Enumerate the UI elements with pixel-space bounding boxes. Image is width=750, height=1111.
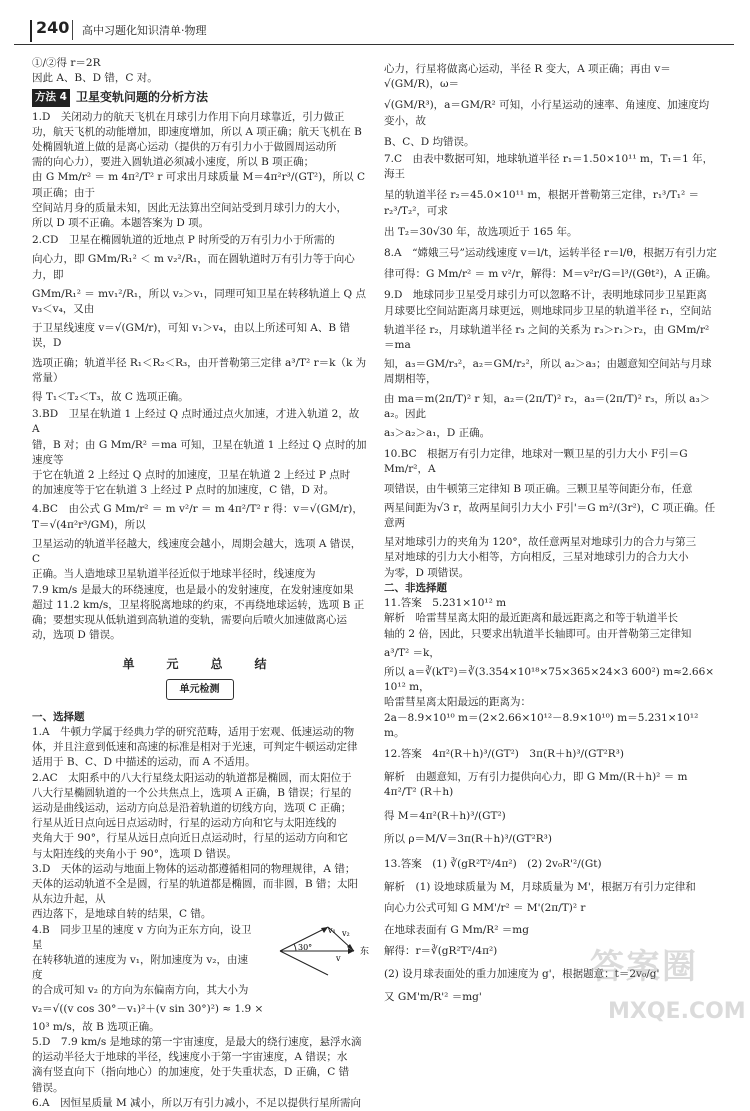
- v2-label: v₂: [342, 928, 350, 938]
- text-line: 1.D 关闭动力的航天飞机在月球引力作用下向月球靠近，引力做正: [32, 110, 345, 123]
- unit-summary-title: 单 元 总 结: [122, 657, 277, 672]
- text-line: 月球要比空间站距离月球更远，则地球同步卫星的轨道半径 r₁，空间站: [384, 304, 712, 317]
- text-line: 律可得：G Mm/r² ＝ m v²/r，解得：M＝v²r/G＝l³/(Gθt²)，A 正确。: [384, 268, 717, 281]
- text-line: 西边落下，是地球自转的结果，C 错。: [32, 908, 212, 921]
- text-line: 10.BC 根据万有引力定律，地球对一颗卫星的引力大小 F引＝G Mm/r²，A: [384, 448, 688, 476]
- text-line: 星的轨道半径 r₂＝45.0×10¹¹ m，根据开普勒第三定律，r₁³/T₁² ＝ r₂³/T₂²，可求: [384, 189, 700, 217]
- right-column: [384, 62, 719, 1005]
- text-line: 天体的运动轨道不全是圆，行星的轨道都是椭圆，而非圆，B 错；太阳从东边升起，从: [32, 877, 359, 906]
- text-line: 解析 哈雷彗星离太阳的最近距离和最远距离之和等于轨道半长: [384, 612, 678, 625]
- text-line: 由 G Mm/r² ＝ m 4π²/T² r 可求出月球质量 M＝4π²r³/(GT²)，所以 C 项正确；由于: [32, 171, 366, 199]
- text-line: 功，航天飞机的动能增加，即速度增加，所以 A 项正确；航天飞机在 B: [32, 125, 362, 138]
- text-line: 为零，D 项错误。: [384, 566, 470, 579]
- answer-c11: [384, 596, 719, 741]
- method-tag: 方法 4: [32, 89, 70, 106]
- text-line: 适用于 B、C、D 中描述的运动，而 A 不适用。: [32, 756, 256, 769]
- text-line: 6.A 因恒星质量 M 减小，所以万有引力减小，不足以提供行星所需向: [32, 1096, 362, 1109]
- text-line: 11.答案 5.231×10¹² m: [384, 597, 507, 610]
- text-line: 所以 D 项不正确。本题答案为 D 项。: [32, 217, 210, 230]
- text-line: 向心力公式可知 G MM'/r² ＝ M'(2π/T)² r: [384, 902, 586, 915]
- text-line: 八大行星椭圆轨道的一个公共焦点上，选项 A 正确，B 错误；行星的: [32, 786, 352, 799]
- answer-c4: [32, 923, 370, 1035]
- text-line: 向心力，即 GMm/R₁² ＜ m v₂²/R₁，而在圆轨道时万有引力等于向心力，即: [32, 253, 355, 281]
- text-line: 解析 (1) 设地球质量为 M，月球质量为 M'，根据万有引力定律和: [384, 881, 696, 894]
- text-line: GMm/R₁² ＝ mv₁²/R₁，所以 v₂＞v₁，同理可知卫星在转移轨道上 Q 点 v₃＜v₄，又由: [32, 287, 366, 316]
- text-line: 12.答案 4π²(R＋h)³/(GT²) 3π(R＋h)³/(GT²R³): [384, 747, 624, 760]
- header-rule: [14, 44, 734, 45]
- text-line: 得 M＝4π²(R＋h)³/(GT²): [384, 809, 506, 822]
- page-number: 240: [36, 18, 70, 37]
- text-line: 解得：r＝∛(gR²T²/4π²): [384, 944, 498, 957]
- answer-q2: [32, 233, 367, 405]
- answer-c7: [384, 152, 719, 240]
- watermark-text: 答案圈: [590, 947, 698, 987]
- method-heading: [32, 89, 367, 106]
- text-line: 又 GM'm/R'² ＝mg': [384, 991, 482, 1004]
- answer-c8: [384, 246, 719, 282]
- text-line: 错，B 对；由 G Mm/R² ＝ma 可知，卫星在轨道 1 上经过 Q 点时的加速度等: [32, 438, 367, 466]
- text-line: 夹角大于 90°，行星从远日点向近日点运动时，行星的运动方向和它: [32, 832, 348, 845]
- v1-label: v₁: [328, 925, 336, 935]
- text-line: 超过 11.2 km/s，卫星将脱离地球的约束，不再绕地球运转，选项 B 正: [32, 598, 365, 611]
- text-line: 3.D 天体的运动与地面上物体的运动都遵循相同的物理规律，A 错；: [32, 862, 356, 875]
- watermark-url: MXQE.COM: [608, 999, 746, 1024]
- text-line: 得 T₁＜T₂＜T₃，故 C 选项正确。: [32, 391, 189, 404]
- text-line: ①/②得 r＝2R: [32, 57, 101, 69]
- text-line: v₂＝√((v cos 30°－v₁)²＋(v sin 30°)²) ≈ 1.9 ×: [32, 1002, 264, 1015]
- text-line: 出 T₂＝30√30 年，故选项近于 165 年。: [384, 225, 578, 238]
- text-line: 运动是曲线运动，运动方向总是沿着轨道的切线方向，选项 C 正确；: [32, 801, 352, 814]
- answer-c2: [32, 771, 367, 862]
- text-line: 正确。当人造地球卫星轨道半径近似于地球半径时，线速度为: [32, 568, 316, 581]
- answer-c3: [32, 862, 367, 923]
- unit-test-badge: 单元检测: [166, 679, 234, 700]
- text-line: 处椭圆轨道上做的是离心运动（提供的万有引力小于做圆周运动所: [32, 141, 337, 154]
- answer-c12: [384, 747, 719, 847]
- text-line: 由 ma＝m(2π/T)² r 知，a₂＝(2π/T)² r₂，a₃＝(2π/T)² r₃，所以 a₃＞a₂。因此: [384, 392, 711, 420]
- text-line: 轴的 2 倍，因此，只要求出轨道半长轴即可。由开普勒第三定律知: [384, 627, 692, 640]
- header-bar: [30, 20, 32, 42]
- text-line: 因此 A、B、D 错，C 对。: [32, 72, 158, 85]
- v-label: v: [336, 953, 341, 963]
- header-divider: [72, 20, 73, 40]
- method-title: 卫星变轨问题的分析方法: [75, 90, 208, 105]
- text-line: 7.C 由表中数据可知，地球轨道半径 r₁＝1.50×10¹¹ m，T₁＝1 年，海王: [384, 153, 714, 181]
- text-line: 的加速度等于它在轨道 3 上经过 P 点时的加速度，C 错，D 对。: [32, 484, 335, 497]
- answer-c6-cont: [384, 62, 719, 150]
- text-line: 4.BC 由公式 G Mm/r² ＝ m v²/r ＝ m 4π²/T² r 得：v＝√(GM/r)，T＝√(4π²r³/GM)，所以: [32, 503, 363, 531]
- text-line: (2) 设月球表面处的重力加速度为 g'，根据题意：t＝2v₀/g': [384, 967, 660, 980]
- text-line: 10¹² m，: [384, 681, 430, 694]
- text-line: 卫星运动的轨道半径越大，线速度会越小，周期会越大，选项 A 错误，C: [32, 537, 362, 566]
- text-line: 1.A 牛顿力学属于经典力学的研究范畴，适用于宏观、低速运动的物: [32, 725, 355, 738]
- text-line: 2a－8.9×10¹⁰ m＝(2×2.66×10¹²－8.9×10¹⁰) m＝5.231×10¹² m。: [384, 711, 699, 739]
- text-line: 在转移轨道的速度为 v₁，附加速度为 v₂，由速度: [32, 953, 248, 982]
- text-line: a³/T² ＝k，: [384, 646, 440, 659]
- east-label: 东: [360, 946, 370, 957]
- answer-c1: [32, 725, 367, 771]
- text-line: 体，并且注意到低速和高速的标准是相对于光速，可判定牛顿运动定律: [32, 741, 358, 754]
- text-line: 10³ m/s，故 B 选项正确。: [32, 1020, 160, 1033]
- section-heading: 一、选择题: [32, 710, 85, 723]
- text-line: 两星间距为√3 r，故两星间引力大小 F引'＝G m²/(3r²)，C 项正确。任意两: [384, 501, 716, 530]
- text-line: 错误。: [32, 1081, 64, 1094]
- text-line: 4.B 同步卫星的速度 v 方向为正东方向，设卫星: [32, 923, 252, 951]
- text-line: 心力，行星将做离心运动，半径 R 变大，A 项正确；再由 v＝√(GM/R)，ω＝: [384, 63, 671, 91]
- angle-label: 30°: [298, 942, 313, 952]
- text-line: √(GM/R³)，a＝GM/R² 可知，小行星运动的速率、角速度、加速度均变小，故: [384, 99, 710, 127]
- answer-q4: [32, 502, 367, 643]
- answer-c6: [32, 1096, 367, 1111]
- book-title: 高中习题化知识清单·物理: [82, 24, 207, 37]
- text-line: 星对地球引力的夹角为 120°，故任意两星对地球引力的合力与第三: [384, 536, 697, 549]
- text-line: 与太阳连线的夹角小于 90°，选项 D 错误。: [32, 847, 238, 860]
- watermark: [590, 947, 746, 1030]
- answer-c10: [384, 447, 719, 581]
- left-column: [32, 56, 370, 1111]
- text-line: 哈雷彗星离太阳最远的距离为：: [384, 696, 531, 709]
- text-line: 行星从近日点向远日点运动时，行星的运动方向和它与太阳连线的: [32, 817, 337, 830]
- text-line: 3.BD 卫星在轨道 1 上经过 Q 点时通过点火加速，才进入轨道 2，故 A: [32, 408, 360, 436]
- text-line: 所以 a＝∛(kT²)＝∛(3.354×10¹⁸×75×365×24×3 600²) m≈2.66×: [384, 665, 715, 678]
- text-line: a₃＞a₂＞a₁，D 正确。: [384, 427, 491, 440]
- text-line: 需的向心力），要进入圆轨道必须减小速度，所以 B 项正确；: [32, 156, 315, 169]
- text-line: 在地球表面有 G Mm/R² ＝mg: [384, 923, 529, 936]
- text-line: 9.D 地球同步卫星受月球引力可以忽略不计，表明地球同步卫星距离: [384, 289, 707, 302]
- answer-q3: [32, 407, 367, 498]
- text-line: 所以 ρ＝M/V＝3π(R＋h)³/(GT²R³): [384, 832, 552, 845]
- text-line: 动，选项 D 错误。: [32, 629, 121, 642]
- text-line: 13.答案 (1) ∛(gR²T²/4π²) (2) 2v₀R'²/(Gt): [384, 857, 602, 870]
- text-line: 于它在轨道 2 上经过 Q 点时的加速度，卫星在轨道 2 上经过 P 点时: [32, 469, 351, 482]
- text-line: 滴有竖直向下（指向地心）的加速度，处于失重状态，D 正确，C 错: [32, 1066, 350, 1079]
- text-line: 知，a₃＝GM/r₃²，a₂＝GM/r₂²，所以 a₂＞a₃；由题意知空间站与月球周期相等，: [384, 358, 712, 386]
- text-line: 轨道半径 r₂，月球轨道半径 r₃ 之间的关系为 r₃＞r₁＞r₂，由 GMm/r² ＝ma: [384, 323, 710, 352]
- text-line: B、C、D 均错误。: [384, 135, 475, 148]
- page-header: [14, 18, 734, 44]
- text-line: 选项正确；轨道半径 R₁＜R₂＜R₃，由开普勒第三定律 a³/T² r＝k（k 为常量）: [32, 356, 367, 384]
- text-line: 空间站月身的质量未知，因此无法算出空间站受到月球引力的大小，: [32, 201, 347, 214]
- text-line: 解析 由题意知，万有引力提供向心力，即 G Mm/(R＋h)² ＝ m 4π²/T² (R＋h): [384, 771, 688, 799]
- text-line: 2.AC 太阳系中的八大行星绕太阳运动的轨道都是椭圆，而太阳位于: [32, 771, 352, 784]
- velocity-diagram: [262, 923, 372, 983]
- answer-c5: [32, 1035, 367, 1096]
- section-heading: 二、非选择题: [384, 581, 447, 594]
- answer-q1: [32, 110, 367, 232]
- text-line: 8.A “嫦娥三号”运动线速度 v＝l/t，运转半径 r＝l/θ，根据万有引力定: [384, 247, 717, 260]
- text-line: 项错误，由牛顿第三定律知 B 项正确。三颗卫星等间距分布，任意: [384, 482, 693, 495]
- text-line: 7.9 km/s 是最大的环绕速度，也是最小的发射速度，在发射速度如果: [32, 583, 354, 596]
- text-line: 的运动半径大于地球的半径，线速度小于第一宇宙速度，A 错误；水: [32, 1051, 348, 1064]
- text-line: 确；要想实现从低轨道到高轨道的变轨，需要向后喷火加速做离心运: [32, 613, 347, 626]
- text-line: 5.D 7.9 km/s 是地球的第一宇宙速度，是最大的绕行速度，悬浮水滴: [32, 1035, 362, 1048]
- text-line: 星对地球的引力大小相等，方向相反，三星对地球引力的合力大小: [384, 551, 689, 564]
- text-line: 2.CD 卫星在椭圆轨道的近地点 P 时所受的万有引力小于所需的: [32, 234, 335, 247]
- intro-block: [32, 56, 367, 86]
- text-line: 的合成可知 v₂ 的方向为东偏南方向，其大小为: [32, 984, 249, 997]
- text-line: 于卫星线速度 v＝√(GM/r)，可知 v₁＞v₄，由以上所述可知 A、B 错误，D: [32, 322, 350, 350]
- answer-c9: [384, 288, 719, 441]
